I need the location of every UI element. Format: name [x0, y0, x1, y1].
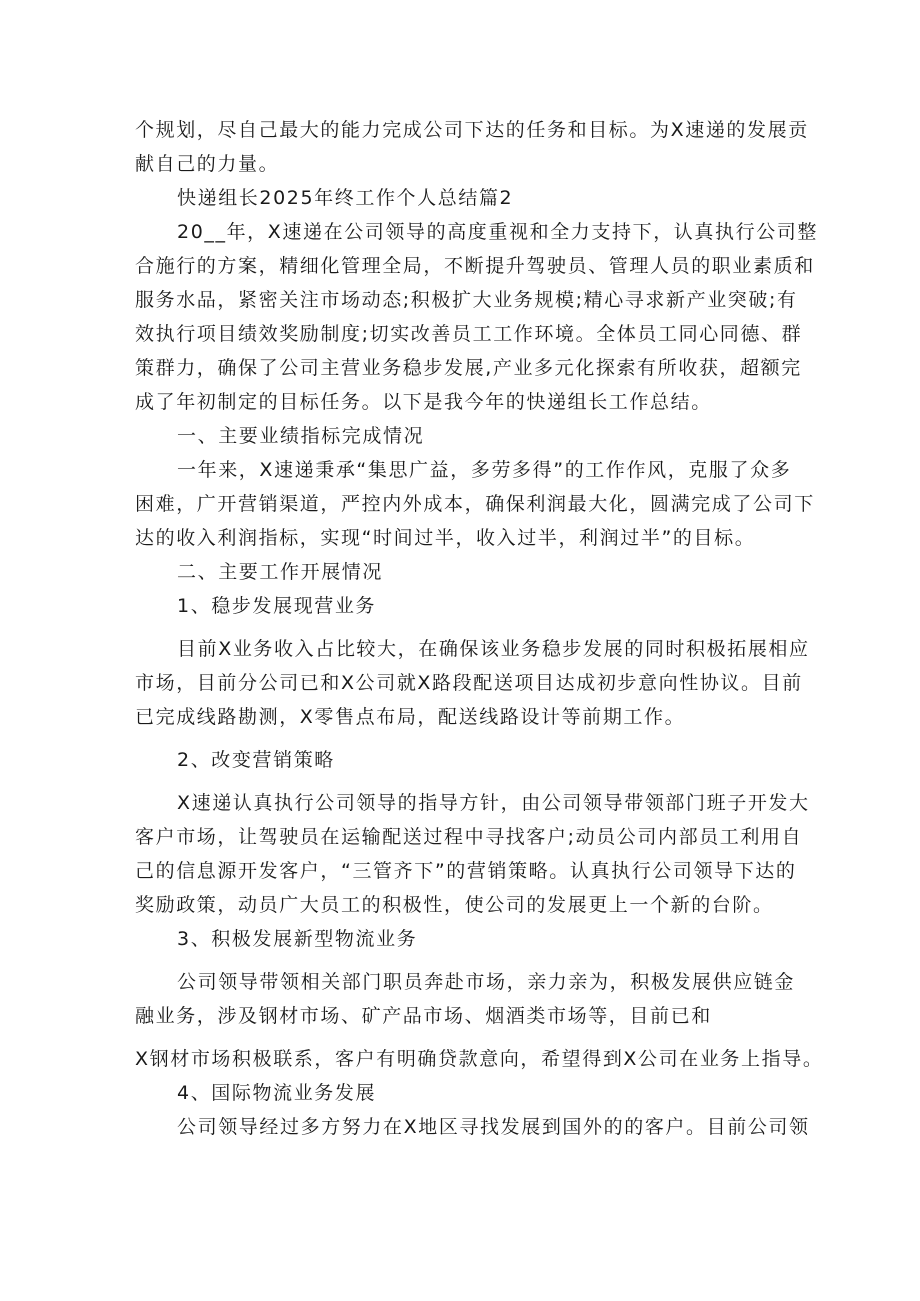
- subsection-heading: 1、稳步发展现营业务: [177, 595, 377, 617]
- text-line: 公司领导经过多方努力在X地区寻找发展到国外的的客户。目前公司领: [177, 1116, 810, 1138]
- text-line: 达的收入利润指标，实现“时间过半，收入过半，利润过半”的目标。: [135, 527, 756, 549]
- text-line: 一年来，X速递秉承“集思广益，多劳多得”的工作作风，克服了众多: [177, 459, 792, 481]
- text-line: 公司领导带领相关部门职员奔赴市场，亲力亲为，积极发展供应链金: [177, 971, 796, 993]
- text-line: 服务水品，紧密关注市场动态;积极扩大业务规模;精心寻求新产业突破;有: [135, 289, 798, 311]
- subsection-heading: 2、改变营销策略: [177, 749, 335, 771]
- text-line: 效执行项目绩效奖励制度;切实改善员工工作环境。全体员工同心同德、群: [135, 323, 803, 345]
- paragraph-gap: [135, 1033, 793, 1042]
- text-line: 合施行的方案，精细化管理全局，不断提升驾驶员、管理人员的职业素质和: [135, 255, 815, 277]
- text-line: 已完成线路勘测，X零售点布局，配送线路设计等前期工作。: [135, 706, 686, 728]
- section-heading: 快递组长2025年终工作个人总结篇2: [177, 187, 514, 209]
- text-line: 困难，广开营销渠道，严控内外成本，确保利润最大化，圆满完成了公司下: [135, 493, 815, 515]
- text-line: 融业务，涉及钢材市场、矿产品市场、烟酒类市场等，目前已和: [135, 1005, 712, 1027]
- text-line: 客户市场，让驾驶员在运输配送过程中寻找客户;动员公司内部员工利用自: [135, 826, 803, 848]
- text-line: 成了年初制定的目标任务。以下是我今年的快递组长工作总结。: [135, 391, 712, 413]
- text-line: 个规划，尽自己最大的能力完成公司下达的任务和目标。为X速递的发展贡: [135, 119, 809, 141]
- subsection-heading: 4、国际物流业务发展: [177, 1082, 377, 1104]
- section-heading: 一、主要业绩指标完成情况: [177, 425, 425, 447]
- paragraph-gap: [135, 956, 793, 965]
- text-line: 奖励政策，动员广大员工的积极性，使公司的发展更上一个新的台阶。: [135, 894, 774, 916]
- text-line: 策群力，确保了公司主营业务稳步发展,产业多元化探索有所收获，超额完: [135, 357, 802, 379]
- subsection-heading: 3、积极发展新型物流业务: [177, 928, 418, 950]
- text-line: 献自己的力量。: [135, 153, 280, 175]
- text-line: 己的信息源开发客户，“三管齐下”的营销策略。认真执行公司领导下达的: [135, 860, 797, 882]
- section-heading: 二、主要工作开展情况: [177, 561, 384, 583]
- paragraph-gap: [135, 777, 793, 786]
- text-line: 目前X业务收入占比较大，在确保该业务稳步发展的同时积极拓展相应: [177, 638, 810, 660]
- text-line: X钢材市场积极联系，客户有明确贷款意向，希望得到X公司在业务上指导。: [135, 1048, 824, 1070]
- paragraph-gap: [135, 734, 793, 743]
- paragraph-gap: [135, 623, 793, 632]
- text-line: X速递认真执行公司领导的指导方针，由公司领导带领部门班子开发大: [177, 792, 810, 814]
- text-line: 20__年，X速递在公司领导的高度重视和全力支持下，认真执行公司整: [177, 221, 818, 243]
- text-line: 市场，目前分公司已和X公司就X路段配送项目达成初步意向性协议。目前: [135, 672, 803, 694]
